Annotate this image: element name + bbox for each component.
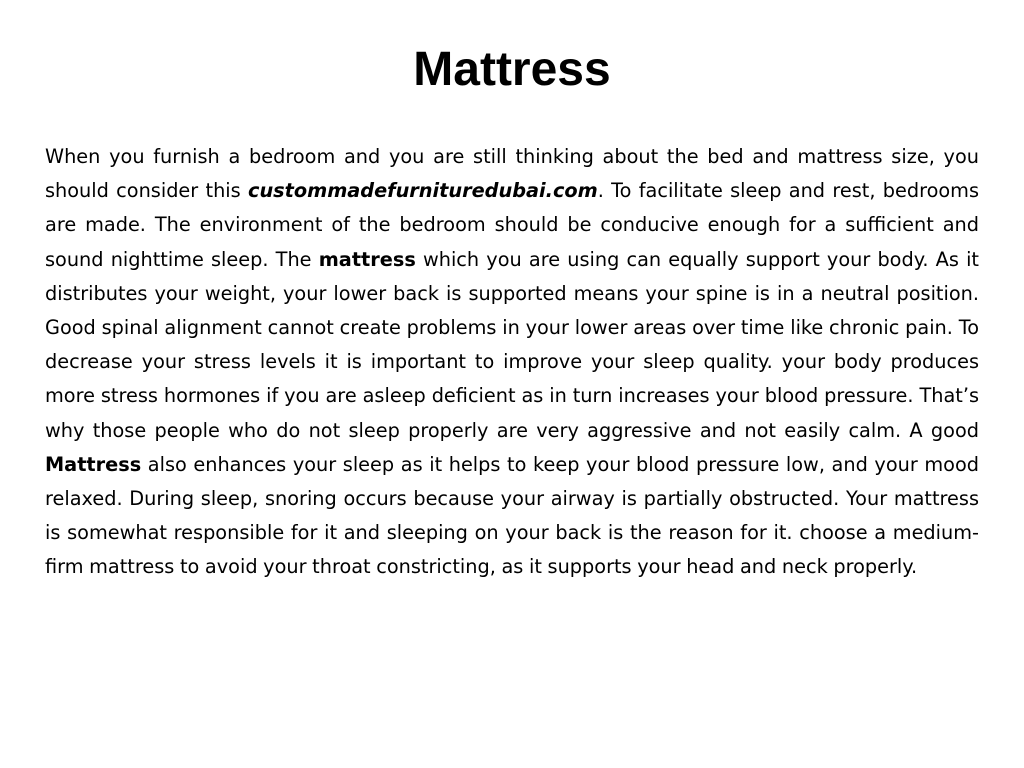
bold-keyword-mattress: mattress <box>318 247 416 271</box>
website-link-text: custommadefurnituredubai.com <box>248 179 598 203</box>
body-text-segment: . To facilitate sleep and rest, bedrooms are made. The environment of the bedroom should be conducive enough for a sufficient and sound nighttime sleep. The <box>45 179 980 271</box>
slide-title: Mattress <box>413 43 611 96</box>
body-text-segment: which you are using can equally support your body. As it distributes your weight, your lower back is supported means your spine is in a neutral position. Good spinal alignment cannot create problems in your lower areas over time like chronic pain. To decrease your stress levels it is important to improve your sleep quality. your body produces more stress hormones if you are asleep deficient as in turn increases your blood pressure. That’s why those people who do not sleep properly are very aggressive and not easily calm. A good <box>45 247 979 442</box>
bold-keyword-mattress: Mattress <box>45 452 142 476</box>
body-text-segment: also enhances your sleep as it helps to keep your blood pressure low, and your mood relaxed. During sleep, snoring occurs because your airway is partially obstructed. Your mattress is somewhat responsible for it and sleeping on your back is the reason for it. choose a medium-firm mattress to avoid your throat constricting, as it supports your head and neck properly. <box>45 452 979 579</box>
slide-body-paragraph <box>45 140 979 585</box>
body-text-segment: When you furnish a bedroom and you are still thinking about the bed and mattress size, you should consider this <box>45 145 979 203</box>
